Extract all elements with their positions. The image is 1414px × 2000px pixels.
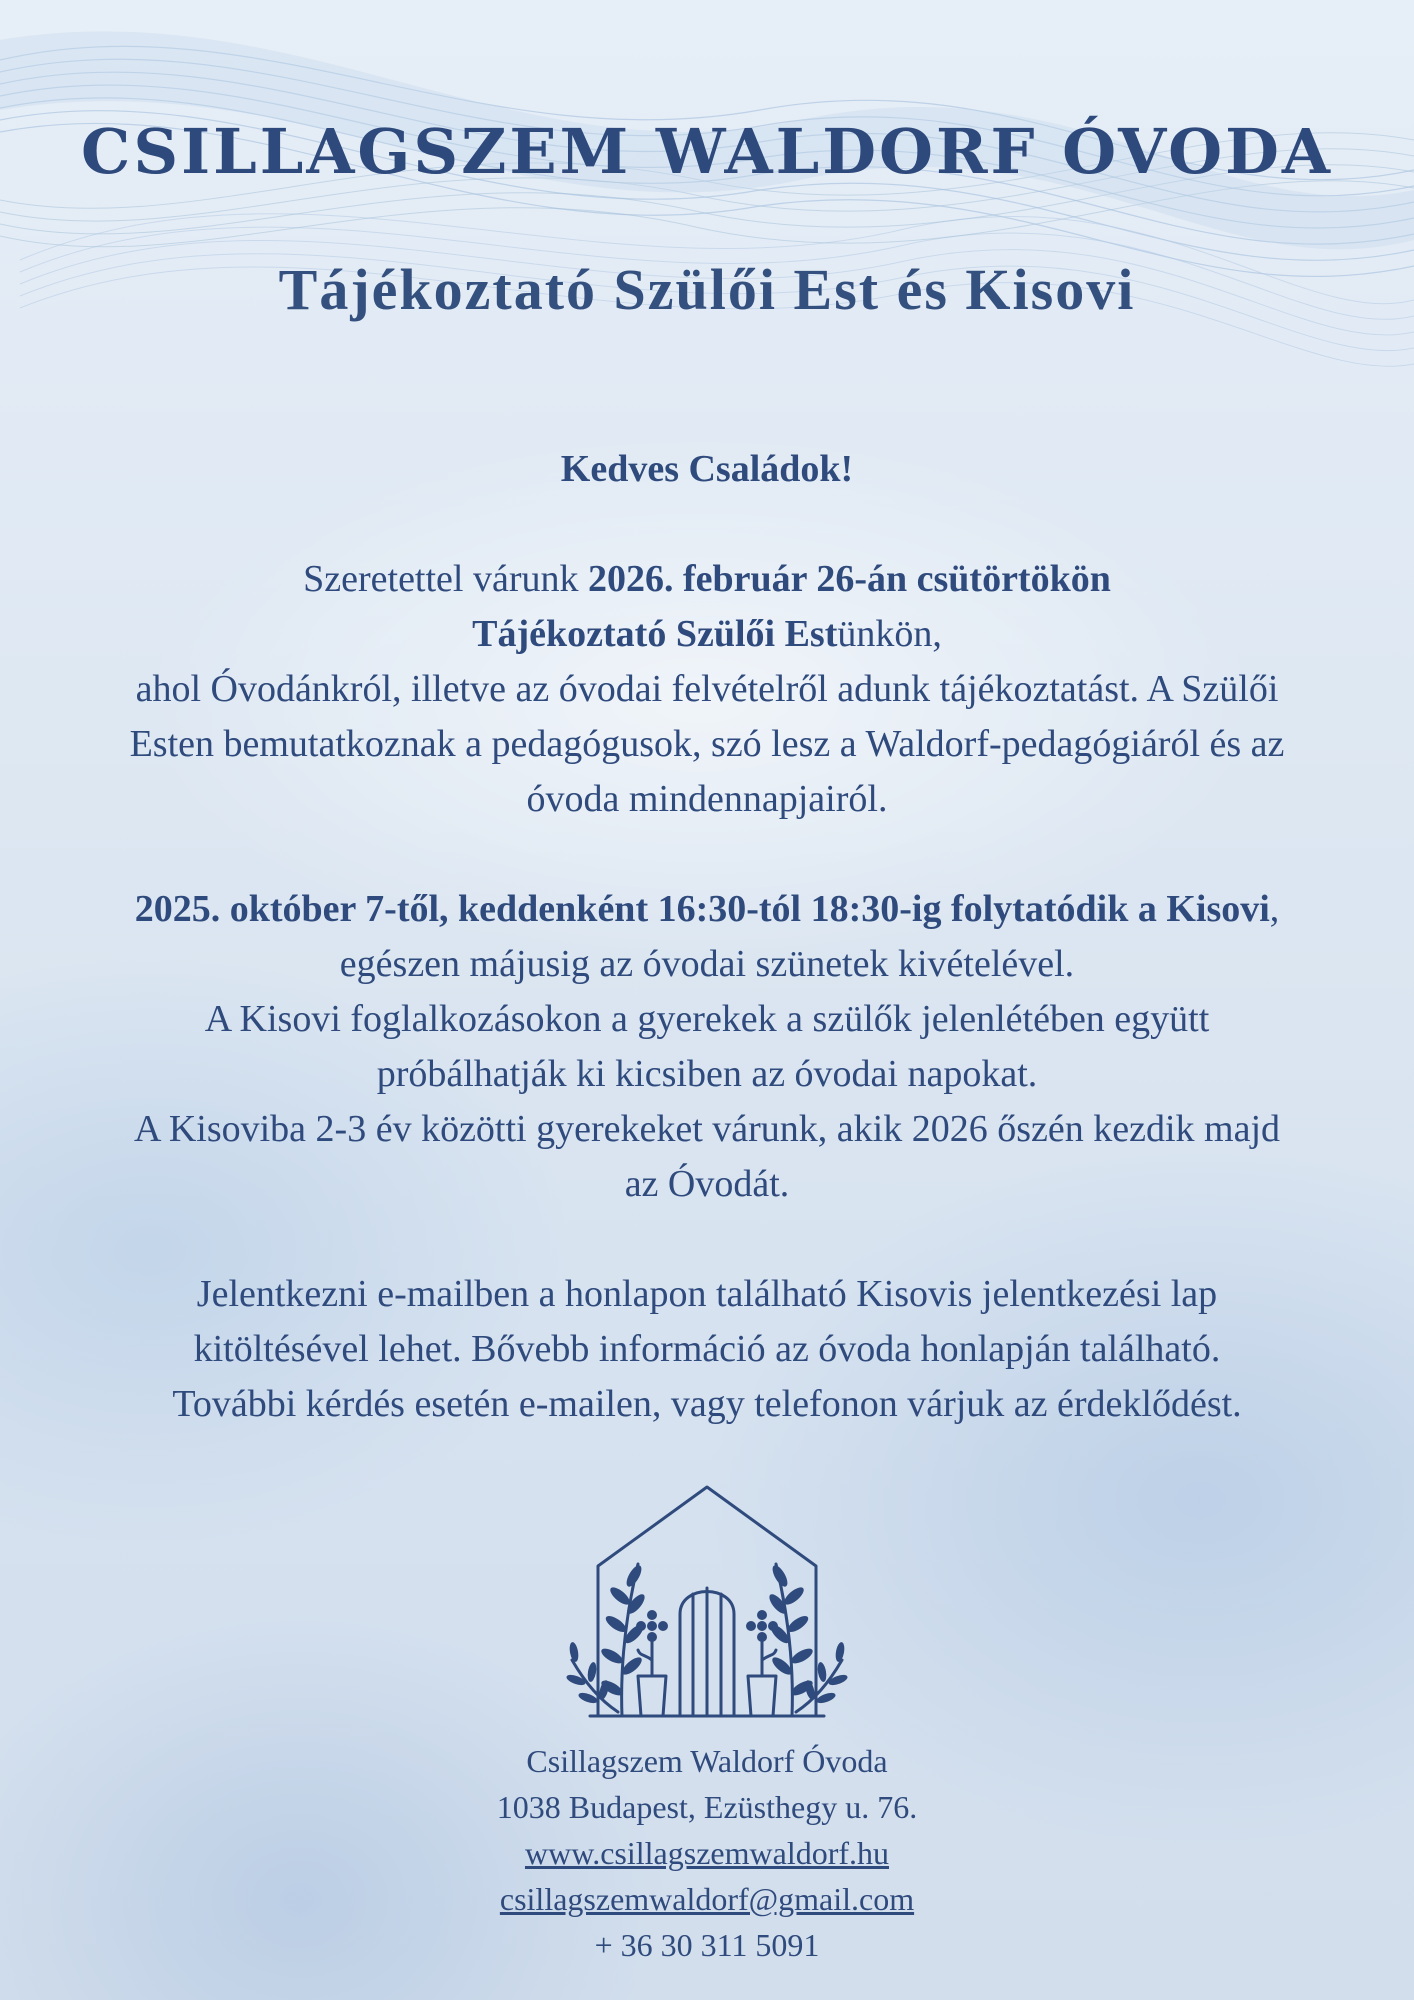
kisovi-line-6: az Óvodát.	[624, 1163, 790, 1205]
spacer	[40, 497, 1374, 552]
footer-address: 1038 Budapest, Ezüsthegy u. 76.	[496, 1789, 918, 1825]
apply-line-2: kitöltésével lehet. Bővebb információ az óvoda honlapján található.	[193, 1328, 1221, 1370]
kisovi-line-1	[40, 882, 1374, 937]
invite-line-5: óvoda mindennapjairól.	[526, 778, 888, 820]
spacer	[40, 1212, 1374, 1267]
greeting: Kedves Családok!	[560, 448, 854, 490]
footer-phone: + 36 30 311 5091	[594, 1927, 820, 1963]
invite-line-3: ahol Óvodánkról, illetve az óvodai felvételről adunk tájékoztatást. A Szülői	[135, 668, 1279, 710]
house-with-plants-icon	[560, 1484, 854, 1718]
kisovi-line-3: A Kisovi foglalkozásokon a gyerekek a szülők jelenlétében együtt	[204, 998, 1210, 1040]
announcement-body	[40, 442, 1374, 1432]
spacer	[40, 827, 1374, 882]
footer-org-name: Csillagszem Waldorf Óvoda	[526, 1743, 888, 1779]
page-subtitle: Tájékoztató Szülői Est és Kisovi	[278, 257, 1136, 322]
kisovi-line-2: egészen májusig az óvodai szünetek kivételével.	[339, 943, 1075, 985]
invite-line-2	[40, 607, 1374, 662]
kisovi-schedule-suffix: ,	[1269, 888, 1280, 930]
invite-line-4: Esten bemutatkoznak a pedagógusok, szó lesz a Waldorf-pedagógiáról és az	[129, 723, 1285, 765]
invite-lead: Szeretettel várunk	[303, 558, 588, 600]
kisovi-line-5: A Kisoviba 2-3 év közötti gyerekeket várunk, akik 2026 őszén kezdik majd	[133, 1108, 1281, 1150]
footer-website-link[interactable]: www.csillagszemwaldorf.hu	[524, 1835, 890, 1871]
kisovi-line-4: próbálhatják ki kicsiben az óvodai napokat.	[376, 1053, 1038, 1095]
invite-event-suffix: ünkön,	[837, 613, 942, 655]
kisovi-schedule: 2025. október 7-től, keddenként 16:30-tól 18:30-ig folytatódik a Kisovi	[134, 888, 1270, 930]
contact-footer	[0, 1738, 1414, 1968]
invite-date: 2026. február 26-án csütörtökön	[588, 558, 1111, 600]
footer-email-link[interactable]: csillagszemwaldorf@gmail.com	[499, 1881, 915, 1917]
invite-event: Tájékoztató Szülői Est	[472, 613, 838, 655]
apply-line-3: További kérdés esetén e-mailen, vagy telefonon várjuk az érdeklődést.	[172, 1383, 1242, 1425]
page-title: CSILLAGSZEM WALDORF ÓVODA	[81, 115, 1333, 188]
invite-line-1	[40, 552, 1374, 607]
apply-line-1: Jelentkezni e-mailben a honlapon található Kisovis jelentkezési lap	[196, 1273, 1218, 1315]
